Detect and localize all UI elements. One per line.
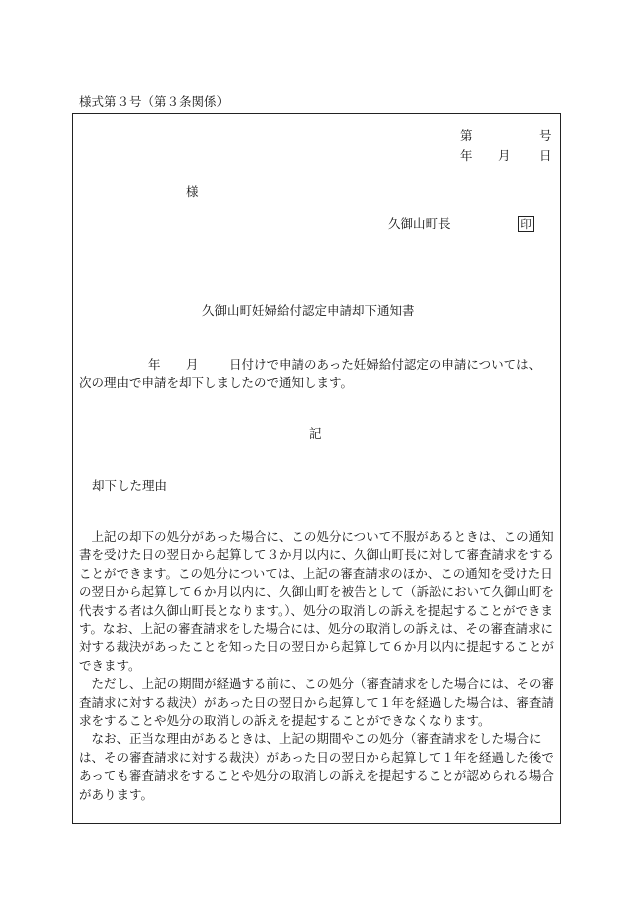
- date-month: 月: [498, 148, 511, 163]
- date-year: 年: [460, 148, 473, 163]
- form-header-label: 様式第３号（第３条関係）: [79, 94, 230, 109]
- appeal-notice: [79, 528, 555, 804]
- seal-mark: 印: [518, 216, 534, 232]
- number-dai: 第: [460, 128, 473, 143]
- date-day: 日: [539, 148, 552, 163]
- number-go: 号: [539, 128, 552, 143]
- notice-paragraph-1: 上記の却下の処分があった場合に、この処分について不服があるときは、この通知書を受けた日の翌日から起算して３か月以内に、久御山町長に対して審査請求をすることができます。この処分については、上記の審査請求のほか、この通知を受けた日の翌日から起算して６か月以内に、久御山町を被告として（訴訟において久御山町を代表する者は久御山町長となります。）、処分の取消しの訴えを提起することができます。なお、上記の審査請求をした場合には、処分の取消しの訴えは、その審査請求に対する裁決があったことを知った日の翌日から起算して６か月以内に提起することができます。: [79, 529, 555, 673]
- intro-tail: 日付けで申請のあった妊婦給付認定の申請については、: [229, 357, 542, 372]
- addressee-sama: 様: [186, 184, 199, 199]
- ki-heading: 記: [309, 426, 322, 441]
- issuer-name: 久御山町長: [388, 216, 451, 231]
- reason-heading: 却下した理由: [92, 478, 168, 493]
- notice-paragraph-2: ただし、上記の期間が経過する前に、この処分（審査請求をした場合には、その審査請求に対する裁決）があった日の翌日から起算して１年を経過した場合は、審査請求をすることや処分の取消しの訴えを提起することができなくなります。: [79, 676, 555, 729]
- notice-paragraph-3: なお、正当な理由があるときは、上記の期間やこの処分（審査請求をした場合には、その審査請求に対する裁決）があった日の翌日から起算して１年を経過した後であっても審査請求をすることや処分の取消しの訴えを提起することが認められる場合があります。: [79, 731, 554, 802]
- intro-month: 月: [186, 357, 199, 372]
- intro-line2: 次の理由で申請を却下しましたので通知します。: [79, 375, 354, 390]
- document-title: 久御山町妊婦給付認定申請却下通知書: [202, 303, 415, 318]
- intro-year: 年: [148, 357, 161, 372]
